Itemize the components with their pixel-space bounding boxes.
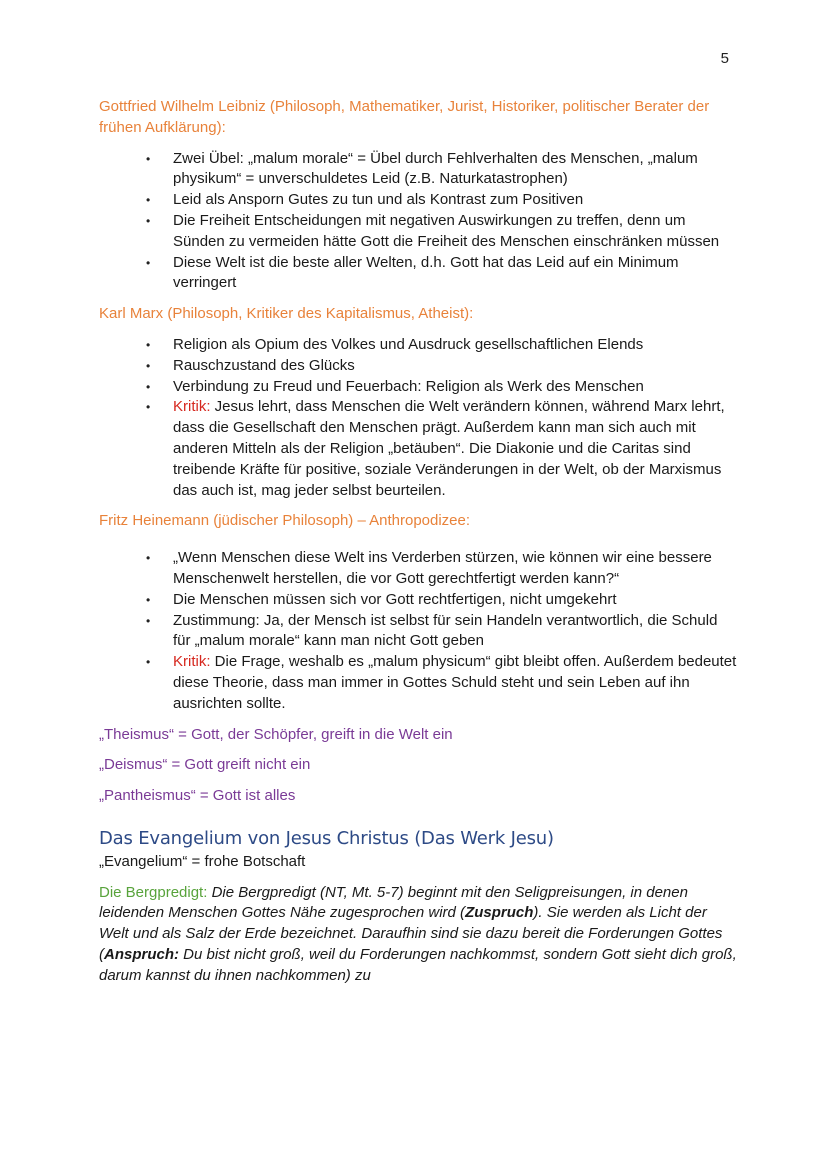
bergpredigt-text-3: Du bist nicht groß, weil du Forderungen nachkommst, sondern Gott sieht dich groß, darum kannst du ihnen nachkommen) zu — [99, 945, 737, 984]
list-item: • Die Freiheit Entscheidungen mit negativen Auswirkungen zu treffen, denn um Sünden zu vermeiden hätte Gott die Freiheit des Menschen einschränken müssen — [173, 211, 739, 253]
definition-deismus: „Deismus“ = Gott greift nicht ein — [99, 756, 311, 774]
heinemann-list — [99, 548, 739, 714]
leibniz-list — [99, 149, 739, 295]
list-item-kritik — [173, 652, 739, 714]
evangelium-subtitle: „Evangelium“ = frohe Botschaft — [99, 852, 306, 870]
list-item: • Verbindung zu Freud und Feuerbach: Religion als Werk des Menschen — [173, 377, 739, 398]
list-item: • Religion als Opium des Volkes und Ausdruck gesellschaftlichen Elends — [173, 335, 739, 356]
kritik-text: Jesus lehrt, dass Menschen die Welt verändern können, während Marx lehrt, dass die Gesellschaft den Menschen prägt. Außerdem kann man sich auch mit anderen Mitteln als der Religion „betäuben“. Die Diakonie und die Caritas sind treibende Kräfte für positive, soziale Veränderungen in der Welt, ob der Marxismus das auch ist, mag jeder selbst beurteilen. — [173, 398, 725, 499]
bergpredigt-text-1: Die Bergpredigt (NT, Mt. 5-7) beginnt mit den Seligpreisungen, in denen leidenden Menschen Gottes Nähe zugesprochen wird ( — [99, 883, 688, 922]
list-item-kritik — [173, 397, 739, 501]
definition-pantheismus: „Pantheismus“ = Gott ist alles — [99, 787, 296, 805]
list-item: • Die Menschen müssen sich vor Gott rechtfertigen, nicht umgekehrt — [173, 590, 739, 611]
zuspruch-term: Zuspruch — [465, 904, 534, 922]
list-item: • Zustimmung: Ja, der Mensch ist selbst für sein Handeln verantwortlich, die Schuld für „malum morale“ kann man nicht Gott geben — [173, 611, 739, 653]
marx-list — [99, 335, 739, 501]
bergpredigt-label: Die Bergpredigt: — [99, 883, 208, 901]
anspruch-term: Anspruch: — [104, 945, 179, 963]
section-title: Das Evangelium von Jesus Christus (Das Werk Jesu) — [99, 827, 554, 849]
heinemann-heading: Fritz Heinemann (jüdischer Philosoph) – Anthropodizee: — [99, 512, 471, 530]
bergpredigt-text-2: ). Sie werden als Licht der Welt und als Salz der Erde bezeichnet. Daraufhin sind sie dazu bereit die Forderungen Gottes ( — [99, 904, 723, 963]
list-item: • Rauschzustand des Glücks — [173, 356, 739, 377]
definition-theismus: „Theismus“ = Gott, der Schöpfer, greift in die Welt ein — [99, 725, 453, 743]
page-number: 5 — [720, 50, 729, 67]
marx-heading: Karl Marx (Philosoph, Kritiker des Kapitalismus, Atheist): — [99, 305, 474, 323]
list-item: • Zwei Übel: „malum morale“ = Übel durch Fehlverhalten des Menschen, „malum physikum“ = unverschuldetes Leid (z.B. Naturkatastrophen) — [173, 149, 739, 191]
bergpredigt-paragraph — [99, 883, 739, 987]
kritik-label: Kritik: — [173, 398, 211, 416]
document-body — [99, 97, 739, 986]
list-item: • Leid als Ansporn Gutes zu tun und als Kontrast zum Positiven — [173, 190, 739, 211]
list-item: • Diese Welt ist die beste aller Welten, d.h. Gott hat das Leid auf ein Minimum verringert — [173, 253, 739, 295]
leibniz-heading: Gottfried Wilhelm Leibniz (Philosoph, Mathematiker, Jurist, Historiker, politischer Berater der frühen Aufklärung): — [99, 98, 710, 136]
kritik-text: Die Frage, weshalb es „malum physicum“ gibt bleibt offen. Außerdem bedeutet diese Theorie, dass man immer in Gottes Schuld steht und sein Leben auf ihn ausrichten sollte. — [173, 653, 737, 712]
list-item: • „Wenn Menschen diese Welt ins Verderben stürzen, wie können wir eine bessere Menschenwelt herstellen, die vor Gott gerechtfertigt werden kann?“ — [173, 548, 739, 590]
kritik-label: Kritik: — [173, 653, 211, 671]
